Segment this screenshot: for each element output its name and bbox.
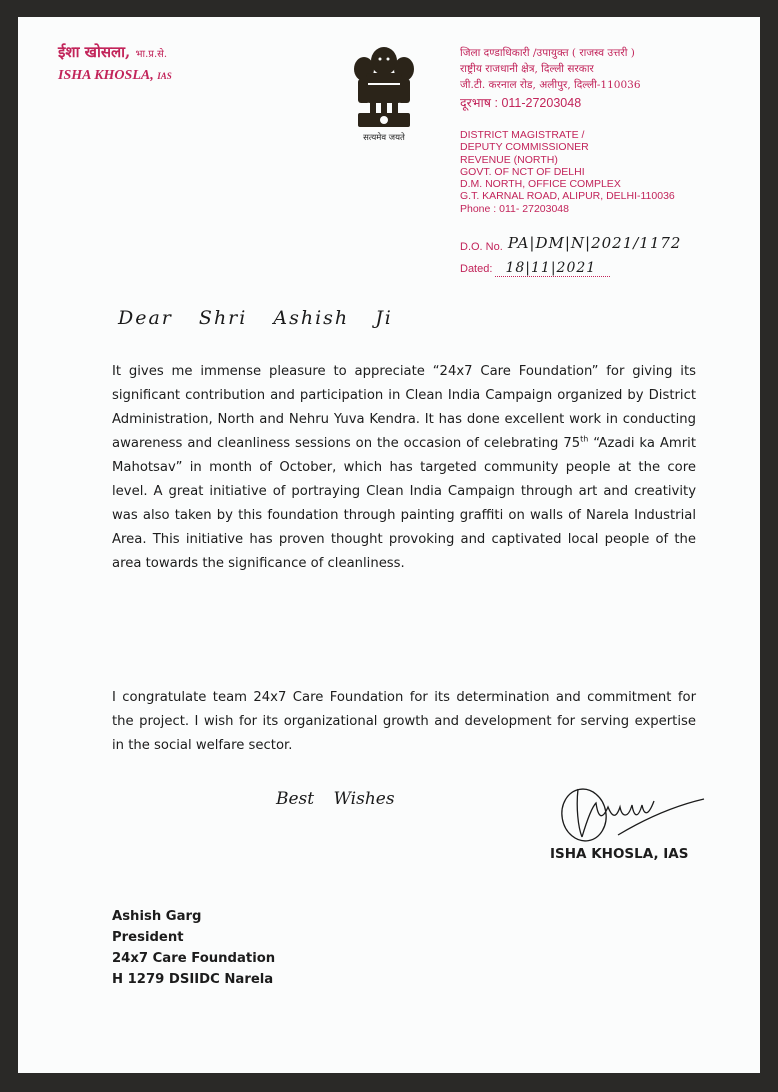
officer-name-hindi-text: ईशा खोसला, bbox=[58, 43, 131, 61]
phone-hindi-label: दूरभाष : bbox=[460, 96, 498, 110]
address-english-line: GOVT. OF NCT OF DELHI bbox=[460, 165, 585, 178]
address-english-line: D.M. NORTH, OFFICE COMPLEX bbox=[460, 178, 621, 191]
emblem-motto: सत्यमेव जयते bbox=[363, 133, 405, 143]
office-address-hindi bbox=[460, 45, 641, 111]
officer-title-english: IAS bbox=[157, 71, 172, 81]
office-address-english bbox=[460, 129, 675, 215]
dated-label: Dated: bbox=[460, 263, 493, 275]
recipient-organization: 24x7 Care Foundation bbox=[112, 951, 276, 966]
address-english-phone: Phone : 011- 27203048 bbox=[460, 202, 569, 215]
officer-name-english bbox=[58, 68, 172, 84]
closing-handwritten: Best Wishes bbox=[276, 789, 395, 809]
paragraph-1-part-b: “Azadi ka Amrit Mahotsav” in month of October, which has targeted community people at the core level. A great initiative of portraying Clean India Campaign through art and creativity was also taken by this foundation through painting graffiti on walls of Narela Industrial Area. This initiative has proven thought provoking and captivated local people of the area towards the significance of cleanliness. bbox=[112, 436, 696, 571]
signer-name: ISHA KHOSLA, IAS bbox=[550, 846, 689, 862]
recipient-designation: President bbox=[112, 930, 184, 945]
address-english-line: REVENUE (NORTH) bbox=[460, 153, 558, 166]
address-english-line: DEPUTY COMMISSIONER bbox=[460, 141, 589, 154]
address-hindi-line: राष्ट्रीय राजधानी क्षेत्र, दिल्ली सरकार bbox=[460, 63, 594, 75]
letter-paragraph-2: I congratulate team 24x7 Care Foundation for its determination and commitment for the project. I wish for its organizational growth and development for serving expertise in the social welfare sector. bbox=[112, 690, 696, 753]
signature-icon bbox=[558, 777, 708, 847]
phone-hindi bbox=[460, 95, 641, 111]
dated-field bbox=[460, 260, 610, 276]
recipient-name: Ashish Garg bbox=[112, 909, 202, 924]
letter-paragraph-1 bbox=[112, 360, 696, 576]
address-hindi-line: जी.टी. करनाल रोड, अलीपुर, दिल्ली-110036 bbox=[460, 79, 641, 91]
address-hindi-line: जिला दण्डाधिकारी /उपायुक्त ( राजस्व उत्तरी ) bbox=[460, 47, 635, 59]
letter-page bbox=[18, 17, 760, 1073]
paragraph-1-part-a: It gives me immense pleasure to appreciate “24x7 Care Foundation” for giving its significant contribution and participation in Clean India Campaign organized by District Administration, North and Nehru Yuva Kendra. It has done excellent work in conducting awareness and cleanliness sessions on the occasion of celebrating 75 bbox=[112, 364, 696, 451]
recipient-address: H 1279 DSIIDC Narela bbox=[112, 972, 274, 987]
officer-name-english-text: ISHA KHOSLA, bbox=[58, 68, 154, 83]
do-number-label: D.O. No. bbox=[460, 241, 503, 253]
dated-value: 18|11|2021 bbox=[495, 260, 610, 277]
salutation: Dear Shri Ashish Ji bbox=[118, 307, 393, 329]
address-english-line: DISTRICT MAGISTRATE / bbox=[460, 129, 585, 141]
recipient-block bbox=[112, 906, 275, 990]
address-english-line: G.T. KARNAL ROAD, ALIPUR, DELHI-110036 bbox=[460, 190, 675, 203]
phone-hindi-number: 011-27203048 bbox=[501, 96, 582, 110]
officer-name-hindi bbox=[58, 42, 167, 62]
ordinal-suffix: th bbox=[580, 434, 589, 444]
officer-title-hindi: भा.प्र.से. bbox=[135, 49, 168, 60]
do-number-field bbox=[460, 236, 681, 254]
do-number-value: PA|DM|N|2021/1172 bbox=[507, 234, 682, 252]
